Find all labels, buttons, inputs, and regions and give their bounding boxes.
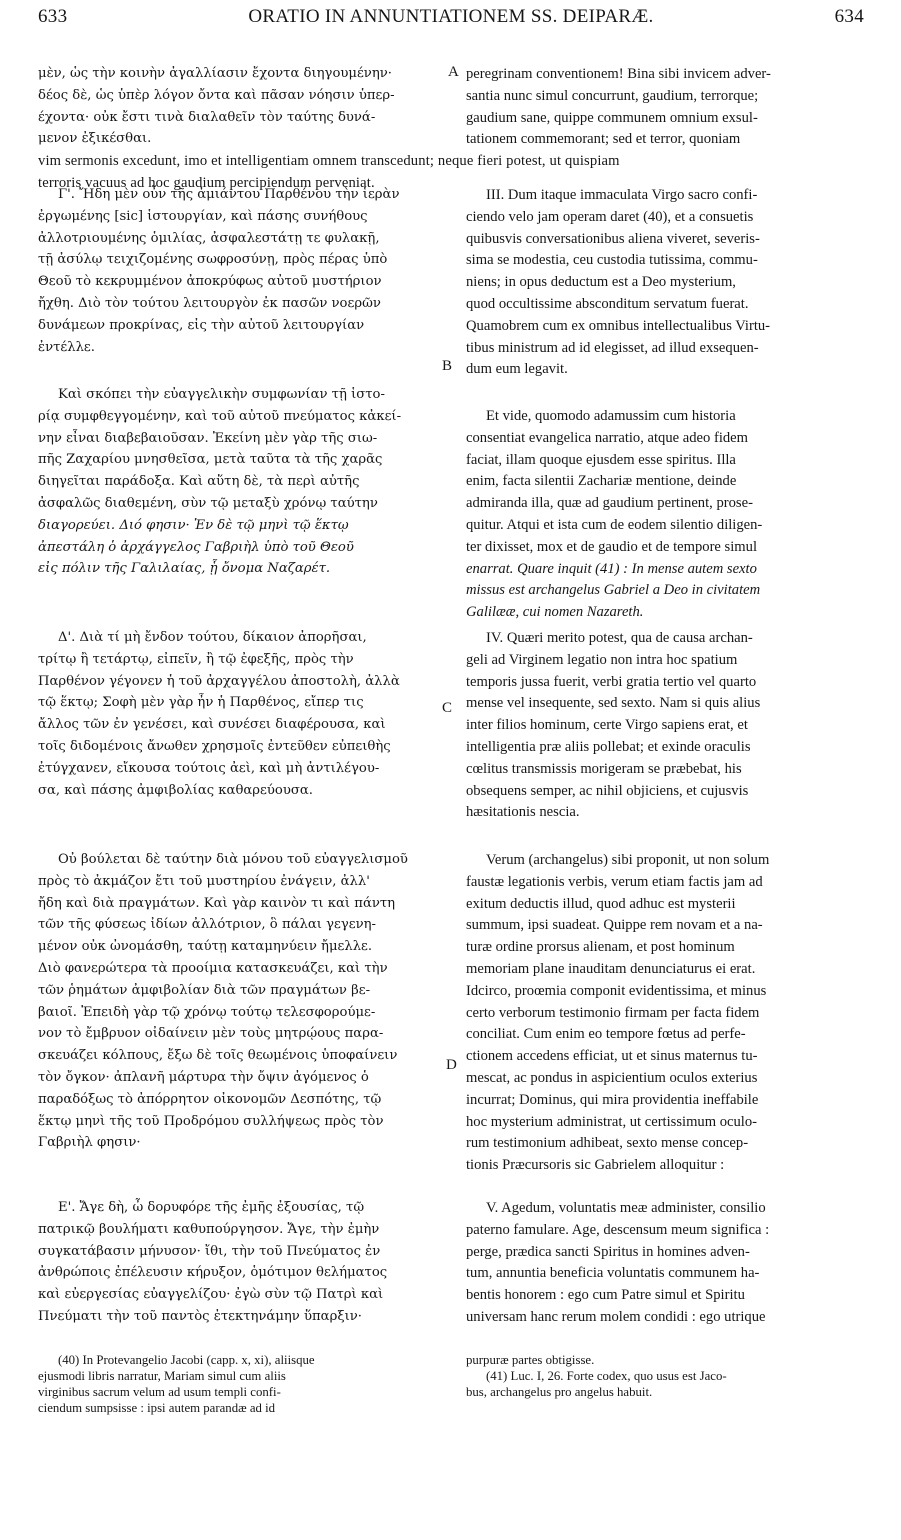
margin-letter-b: B [442,358,453,374]
latin-text-line: Idcirco, proœmia componit evidentissima, et minus [466,982,767,999]
latin-text-line: Et vide, quomodo adamussim cum historia [486,408,736,424]
greek-text-line: Διὸ φανερώτερα τὰ προοίμια κατασκευάζει, καὶ τὴν [38,961,388,976]
greek-text-line: Γαβριὴλ φησιν· [38,1135,141,1151]
greek-text-line: Καὶ σκόπει τὴν εὐαγγελικὴν συμφωνίαν τῇ ἱστο- [58,387,385,402]
latin-text-line: universam hanc rerum molem condidi : ego utrique [466,1309,766,1325]
greek-text-line: ἀσφαλῶς διαθεμένη, σὺν τῷ μεταξὺ χρόνῳ ταύτην [38,496,378,511]
latin-text-line: memoriam plane inauditam denunciaturus ei erat. [466,961,756,977]
latin-text-line: exitum deductis illud, quod adhuc est mysterii [466,895,736,912]
footnote-line: purpuræ partes obtigisse. [466,1353,595,1367]
latin-text-line: V. Agedum, voluntatis meæ administer, consilio [486,1200,766,1216]
latin-text-line: tionis Præcursoris sic Gabrielem alloquitur : [466,1157,725,1174]
running-title: ORATIO IN ANNUNTIATIONEM SS. DEIPARÆ. [248,6,654,27]
latin-text-line: geli ad Virginem legatio non intra hoc spatium [466,651,738,668]
footnote-line: bus, archangelus pro angelus habuit. [466,1385,653,1399]
latin-text-line: hæsitationis nescia. [466,804,580,821]
greek-text-line: συγκατάβασιν μήνυσον· ἴθι, τὴν τοῦ Πνεύματος ἐν [38,1243,381,1259]
latin-text-line: enim, facta silentii Zachariæ mentione, deinde [466,473,737,490]
latin-text-line: III. Dum itaque immaculata Virgo sacro confi- [486,187,758,203]
running-header [38,6,864,34]
margin-letter-a: A [448,64,459,80]
greek-text-line: τῶν τῆς φύσεως ἰδίων ἀλλότριον, ὃ πάλαι γεγενη- [38,917,376,933]
full-width-text-line: vim sermonis excedunt, imo et intelligentiam omnem transcedunt; neque fieri potest, ut quispiam [38,153,620,169]
greek-text-line: δυνάμεων προκρίνας, εἰς τὴν αὐτοῦ λειτουργίαν [38,317,365,333]
page-number-right: 634 [834,6,864,27]
latin-text-line: certo verborum testimonio firmam per facta fidem [466,1004,760,1021]
greek-text-line: Θεοῦ τὸ κεκρυμμένον ἀποκρύφως αὐτοῦ μυστήριον [38,274,382,290]
latin-text-line: tationem commemorant; sed et terror, quoniam [466,131,741,148]
greek-text-line: πρὸς τὸ ἀκμάζον ἔτι τοῦ μυστηρίου ἐνάγειν, ἀλλ' [38,873,370,889]
greek-text-line: ἤχθη. Διὸ τὸν τούτου λειτουργὸν ἐκ πασῶν νοερῶν [38,296,381,311]
latin-text-line: faustæ legationis verbis, verum etiam factis jam ad [466,873,763,890]
greek-text-line: ἐργωμένης [sic] ἱστουργίαν, καὶ πάσης συνήθους [38,208,368,224]
greek-text-line: τῶν ῥημάτων ἀμφιβολίαν διὰ τῶν πραγμάτων βε- [38,982,371,998]
greek-text-line: ἕκτῳ μηνὶ τῆς τοῦ Προδρόμου συλλήψεως πρὸς τὸν [38,1113,384,1129]
greek-text-line: σκευάζει κόλπους, ἔξω δὲ τοῖς θεωμένοις ὑποφαίνειν [38,1048,398,1064]
latin-text-line: perge, prædica sancti Spiritus in homines adven- [466,1243,750,1260]
latin-text-line: tum, annuntia beneficia voluntatis communem ha- [466,1265,760,1282]
latin-text-line: Quamobrem cum ex omnibus intellectualibus Virtu- [466,317,771,334]
latin-text-line: temporis jussa fuerit, verbi gratia tertio vel quarto [466,673,757,690]
greek-text-line: πῆς Ζαχαρίου μνησθεῖσα, μετὰ ταῦτα τὰ τῆς χαρᾶς [38,452,383,468]
latin-text-line: quitur. Atqui et ista cum de eodem silentio diligen- [466,517,763,533]
latin-text-line: santia nunc simul concurrunt, gaudium, terrorque; [466,87,759,104]
greek-text-line: ἀνθρώποις ἐπέλευσιν κήρυξον, ὁμότιμον θελήματος [38,1265,388,1281]
greek-text-line: ἀπεστάλη ὁ ἀρχάγγελος Γαβριὴλ ὑπὸ τοῦ Θεοῦ [38,539,354,555]
latin-text-line: niens; in opus deductum est a Deo mysterium, [466,274,736,291]
latin-text-line: consentiat evangelica narratio, atque adeo fidem [466,429,749,446]
greek-text-line: τὸν ὄγκον· ἀπλανῆ μάρτυρα τὴν ὄψιν ἀγόμενος ὁ [38,1070,369,1085]
footnote-line: virginibus sacrum velum ad usum templi confi- [38,1385,281,1399]
latin-text-line: turæ ordine prorsus alienam, et post hominum [466,939,735,956]
greek-text-line: μένον οὐκ ὠνομάσθη, ταύτῃ καταμηνύειν ἤμελλε. [38,939,373,955]
greek-text-line: σα, καὶ πάσης ἀμφιβολίας καθαρεύουσα. [38,782,313,798]
latin-text-line: mense vel insequente, sed sexto. Nam si quis alius [466,695,761,712]
greek-text-line: καὶ εὐεργεσίας εὐαγγελίζου· ἐγὼ σὺν τῷ Πατρὶ καὶ [38,1287,384,1303]
greek-text-line: ἐτύγχανεν, εἴκουσα τούτοις ἀεὶ, καὶ μὴ ἀντιλέγου- [38,760,380,776]
latin-text-line: inter filios hominum, certe Virgo sapiens erat, et [466,717,748,734]
greek-text-line: ρίᾳ συμφθεγγομένην, καὶ τοῦ αὐτοῦ πνεύματος κἀκεί- [38,408,402,424]
greek-text-line: παραδόξως τὸ ἀπόρρητον οἰκονομῶν Δεσπότης, τῷ [38,1091,382,1107]
margin-letter-c: C [442,700,453,716]
footnote-line: ciendum sumpsisse : ipsi autem parandæ ad id [38,1401,276,1415]
greek-text-line: ἄλλος τῶν ἐν γενέσει, καὶ συνέσει διαφέρουσα, καὶ [38,717,386,733]
latin-text-line: IV. Quæri merito potest, qua de causa archan- [486,630,753,646]
greek-text-line: πατρικῷ βουλήματι καθυπούργησον. Ἄγε, τὴν ἐμὴν [38,1221,380,1237]
latin-text-line: gaudium sane, quippe communem omnium exsul- [466,109,758,126]
greek-text-line: ἀλλοτριουμένης ὁμιλίας, ἀσφαλεστάτῃ τε φυλακῇ, [38,230,380,246]
latin-text-line: admiranda illa, quæ ad gaudium pertinent, prose- [466,495,753,512]
latin-text-line: tibus ministrum ad id elegisset, ad illud exsequen- [466,339,759,356]
greek-text-line: Πνεύματι τὴν τοῦ παντὸς ἐτεκτηνάμην ὕπαρξιν· [38,1309,362,1324]
greek-text-line: ἤδη καὶ διὰ πραγμάτων. Καὶ γὰρ καινὸν τι καὶ πάντη [38,895,396,911]
latin-text-line: quod occultissime absconditum servatum fuerat. [466,296,749,312]
margin-letter-d: D [446,1057,457,1073]
latin-text-line: incurrat; Dominus, qui mira providentia ineffabile [466,1091,759,1108]
latin-text-line: bentis honorem : ego cum Patre simul et Spiritu [466,1287,745,1304]
latin-text-line: paterno famulare. Age, descensum meum significa : [466,1221,770,1238]
footnote-line: (40) In Protevangelio Jacobi (capp. x, xi), aliisque [58,1353,315,1367]
greek-text-line: μενον ἐξικέσθαι. [38,131,152,147]
latin-text-line: peregrinam conventionem! Bina sibi invicem adver- [466,66,771,82]
latin-text-line: quibusvis conversationibus aliena viveret, severis- [466,230,760,247]
latin-text-line: rum testimonium adhibeat, sexto mense concep- [466,1135,749,1152]
greek-text-line: Δ'. Διὰ τί μὴ ἔνδον τούτου, δίκαιον ἀπορῆσαι, [58,630,367,645]
greek-text-line: δέος δὲ, ὡς ὑπὲρ λόγον ὄντα καὶ πᾶσαν νόησιν ὑπερ- [38,87,395,103]
greek-text-line: τοῖς διδομένοις ἄνωθεν χρησμοῖς ἐντεῦθεν εὐπειθὴς [38,739,391,754]
greek-text-line: ἐντέλλε. [38,339,95,355]
latin-text-line: Galilææ, cui nomen Nazareth. [466,604,644,621]
latin-text-line: ciendo velo jam operam daret (40), et a consuetis [466,208,754,225]
footnote-line: (41) Luc. I, 26. Forte codex, quo usus est Jaco- [486,1369,727,1383]
latin-text-line: ter dixisset, mox et de gaudio et de tempore simul [466,538,757,555]
latin-text-line: Verum (archangelus) sibi proponit, ut non solum [486,852,770,868]
greek-text-line: βαιοῖ. Ἐπειδὴ γὰρ τῷ χρόνῳ τούτῳ τελεσφορούμε- [38,1004,376,1020]
greek-text-line: Οὐ βούλεται δὲ ταύτην διὰ μόνου τοῦ εὐαγγελισμοῦ [58,852,408,867]
greek-text-line: νον τὸ ἔμβρυον οἰδαίνειν μὲν τοὺς μητρῴους παρα- [38,1026,384,1042]
greek-text-line: εἰς πόλιν τῆς Γαλιλαίας, ᾗ ὄνομα Ναζαρέτ. [38,561,331,577]
greek-text-line: Γ'. Ἤδη μὲν οὖν τῆς ἀμιάντου Παρθένου τὴν ἱερὰν [58,187,400,202]
greek-text-line: Παρθένον γέγονεν ἡ τοῦ ἀρχαγγέλου ἀποστολὴ, ἀλλὰ [38,673,400,689]
latin-text-line: mescat, ac pondus in aspicientium oculos exterius [466,1070,758,1086]
latin-text-line: sima se modestia, ceu custodia tutissima, commu- [466,252,758,269]
greek-text-line: νην εἶναι διαβεβαιοῦσαν. Ἐκείνη μὲν γὰρ τῆς σιω- [38,430,378,446]
greek-text-line: τῇ ἀσύλῳ τειχιζομένης σωφροσύνῃ, πρὸς πέρας ὑπὸ [38,252,388,268]
footnote-line: ejusmodi libris narratur, Mariam simul cum aliis [38,1369,286,1383]
greek-text-line: έχοντα· οὐκ ἔστι τινὰ διαλαθεῖν τὸν ταύτης δυνά- [38,109,376,125]
greek-text-line: τρίτῳ ἢ τετάρτῳ, εἰπεῖν, ἢ τῷ ἐφεξῆς, πρὸς τὴν [38,651,354,667]
latin-text-line: cœlitus transmissis morigeram se præbebat, his [466,760,742,777]
greek-text-line: διηγεῖται παράδοξα. Καὶ αὕτη δὲ, τὰ περὶ αὐτῆς [38,474,360,490]
latin-text-line: conciliat. Cum enim eo tempore fœtus ad perfe- [466,1026,746,1043]
latin-text-line: intelligentia præ aliis pollebat; et exinde oraculis [466,739,751,755]
latin-text-line: enarrat. Quare inquit (41) : In mense autem sexto [466,560,757,577]
latin-text-line: dum eum legavit. [466,361,568,378]
greek-text-line: τῷ ἕκτῳ; Σοφὴ μὲν γὰρ ἦν ἡ Παρθένος, εἴπερ τις [38,695,364,711]
full-width-text-line: terroris vacuus ad hoc gaudium percipiendum perveniat. [38,175,375,191]
greek-text-line: Ε'. Ἄγε δὴ, ὦ δορυφόρε τῆς ἐμῆς ἐξουσίας, τῷ [58,1200,365,1215]
latin-text-line: summum, ipsi suadeat. Quippe rem novam et a na- [466,917,763,934]
latin-text-line: ctionem accedens efficiat, ut et sinus maternus tu- [466,1048,758,1065]
greek-text-line: μὲν, ὡς τὴν κοινὴν ἀγαλλίασιν ἔχοντα διηγουμένην· [38,66,392,81]
latin-text-line: missus est archangelus Gabriel a Deo in civitatem [466,582,761,599]
latin-text-line: faciat, illam quoque ejusdem esse spiritus. Illa [466,451,736,468]
greek-text-line: διαγορεύει. Διό φησιν· Ἐν δὲ τῷ μηνὶ τῷ ἕκτῳ [38,517,349,533]
latin-text-line: hoc mysterium administrat, ut certissimum oculo- [466,1113,758,1130]
page-number-left: 633 [38,6,68,27]
latin-text-line: obsequens semper, ac nihil objiciens, et cujusvis [466,782,749,799]
